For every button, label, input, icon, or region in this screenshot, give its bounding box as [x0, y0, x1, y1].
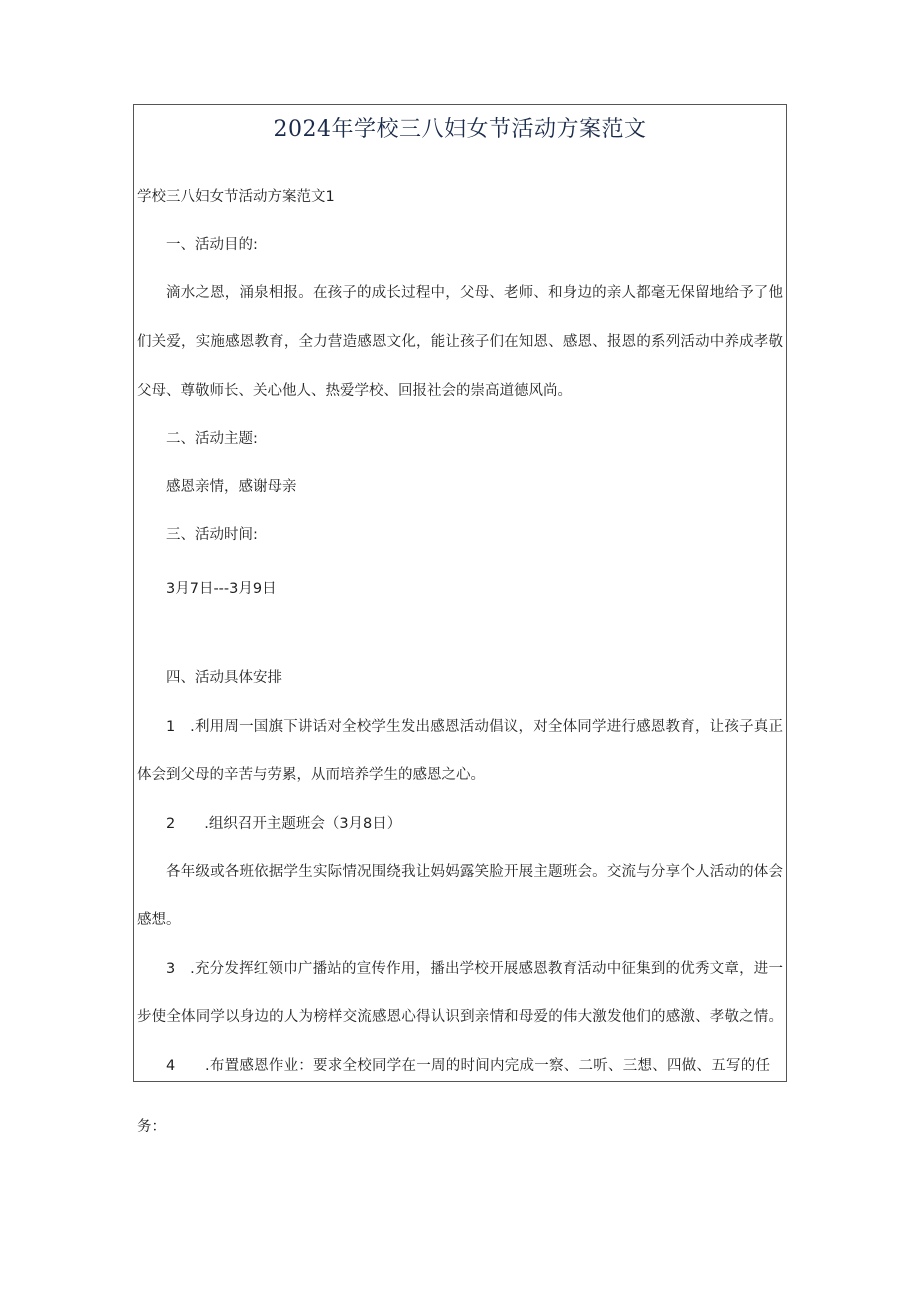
item-3-line-1: 3 .充分发挥红领巾广播站的宣传作用，播出学校开展感恩教育活动中征集到的优秀文章，进一 — [166, 961, 783, 977]
section-1-paragraph-line-3: 父母、尊敬师长、关心他人、热爱学校、回报社会的崇高道德风尚。 — [137, 383, 572, 399]
section-2-heading: 二、活动主题: — [166, 431, 258, 447]
document-title: 2024年学校三八妇女节活动方案范文 — [273, 117, 647, 142]
item-3-line-2: 步使全体同学以身边的人为榜样交流感恩心得认识到亲情和母爱的伟大激发他们的感激、孝敬之情。 — [137, 1009, 783, 1025]
item-4-line-2: 务： — [137, 1119, 166, 1135]
item-1-line-2: 体会到父母的辛苦与劳累，从而培养学生的感恩之心。 — [137, 767, 485, 783]
section-1-heading: 一、活动目的: — [166, 237, 258, 253]
item-1-line-1: 1 .利用周一国旗下讲话对全校学生发出感恩活动倡议，对全体同学进行感恩教育，让孩子真正 — [166, 719, 783, 735]
item-4-line-1: 4 .布置感恩作业：要求全校同学在一周的时间内完成一察、二听、三想、四做、五写的任 — [166, 1058, 770, 1074]
section-1-paragraph-line-1: 滴水之恩，涌泉相报。在孩子的成长过程中，父母、老师、和身边的亲人都毫无保留地给予了他 — [166, 285, 783, 301]
section-3-heading: 三、活动时间: — [166, 527, 258, 543]
section-1-paragraph-line-2: 们关爱，实施感恩教育，全力营造感恩文化，能让孩子们在知恩、感恩、报恩的系列活动中养成孝敬 — [137, 334, 783, 350]
section-4-heading: 四、活动具体安排 — [166, 670, 282, 686]
item-2-heading: 2 .组织召开主题班会（3月8日） — [166, 816, 402, 832]
section-2-text: 感恩亲情，感谢母亲 — [166, 479, 297, 495]
subtitle: 学校三八妇女节活动方案范文1 — [137, 189, 335, 205]
item-2-paragraph-line-1: 各年级或各班依据学生实际情况围绕我让妈妈露笑脸开展主题班会。交流与分享个人活动的体会 — [166, 864, 783, 880]
item-2-paragraph-line-2: 感想。 — [137, 912, 181, 928]
section-3-text: 3月7日---3月9日 — [166, 581, 277, 597]
